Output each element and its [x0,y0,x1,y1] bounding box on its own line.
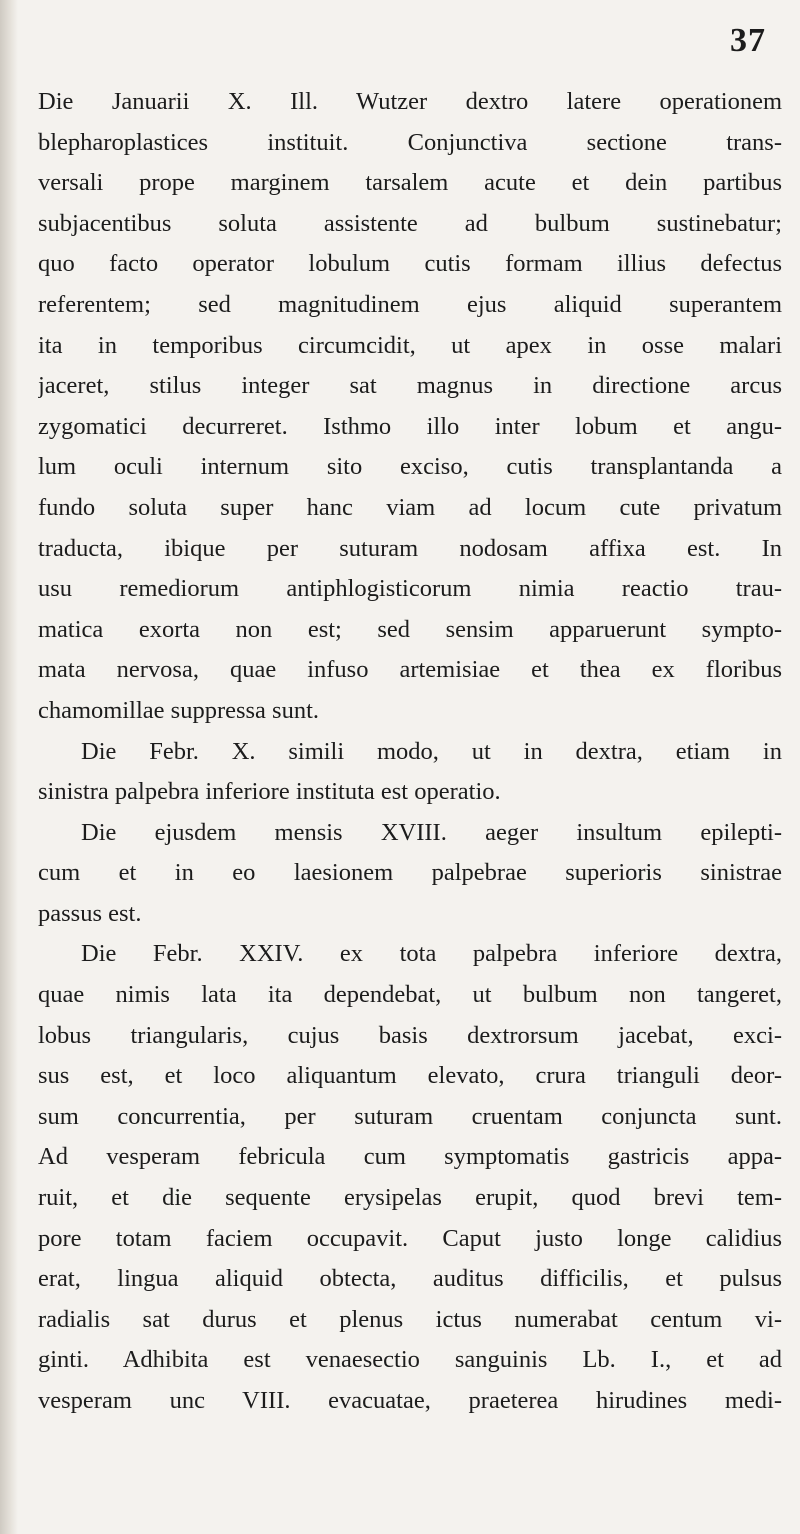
text-line: sum concurrentia, per suturam cruentam conjuncta sunt. [38,1102,782,1130]
text-line: radialis sat durus et plenus ictus numerabat centum vi- [38,1305,782,1333]
text-line: Die Febr. XXIV. ex tota palpebra inferiore dextra, [81,940,782,968]
text-line: sus est, et loco aliquantum elevato, crura trianguli deor- [38,1062,782,1090]
text-line: Die Febr. X. simili modo, ut in dextra, etiam in [81,737,782,765]
text-line: traducta, ibique per suturam nodosam affixa est. In [38,534,782,562]
text-line: lum oculi internum sito exciso, cutis transplantanda a [38,453,782,481]
text-line: quo facto operator lobulum cutis formam illius defectus [38,250,782,278]
page-number: 37 [730,22,766,59]
text-line: matica exorta non est; sed sensim apparuerunt sympto- [38,615,782,643]
text-line: pore totam faciem occupavit. Caput justo longe calidius [38,1224,782,1252]
binding-shadow [0,0,18,1534]
text-line: lobus triangularis, cujus basis dextrorsum jacebat, exci- [38,1021,782,1049]
text-line: vesperam unc VIII. evacuatae, praeterea hirudines medi- [38,1387,782,1414]
text-line: ginti. Adhibita est venaesectio sanguinis Lb. I., et ad [38,1346,782,1374]
text-line: ita in temporibus circumcidit, ut apex in osse malari [38,331,782,359]
text-line: usu remediorum antiphlogisticorum nimia reactio trau- [38,575,782,603]
text-line: jaceret, stilus integer sat magnus in directione arcus [38,372,782,400]
text-line: Die Januarii X. Ill. Wutzer dextro latere operationem [38,88,782,115]
text-line: cum et in eo laesionem palpebrae superioris sinistrae [38,859,782,887]
text-line: versali prope marginem tarsalem acute et dein partibus [38,169,782,197]
text-line: passus est. [38,899,142,927]
text-line: ruit, et die sequente erysipelas erupit, quod brevi tem- [38,1184,782,1212]
text-line: Die ejusdem mensis XVIII. aeger insultum epilepti- [81,818,782,846]
text-line: referentem; sed magnitudinem ejus aliquid superantem [38,290,782,318]
text-line: subjacentibus soluta assistente ad bulbum sustinebatur; [38,209,782,237]
text-line: Ad vesperam febricula cum symptomatis gastricis appa- [38,1143,782,1171]
text-line: erat, lingua aliquid obtecta, auditus difficilis, et pulsus [38,1265,782,1293]
text-line: zygomatici decurreret. Isthmo illo inter lobum et angu- [38,412,782,440]
text-line: chamomillae suppressa sunt. [38,696,320,724]
text-line: quae nimis lata ita dependebat, ut bulbum non tangeret, [38,981,782,1009]
text-line: fundo soluta super hanc viam ad locum cute privatum [38,493,782,521]
text-line: blepharoplastices instituit. Conjunctiva sectione trans- [38,128,782,156]
text-line: sinistra palpebra inferiore instituta est operatio. [38,778,501,806]
text-line: mata nervosa, quae infuso artemisiae et thea ex floribus [38,656,782,684]
body-text [38,82,782,1422]
